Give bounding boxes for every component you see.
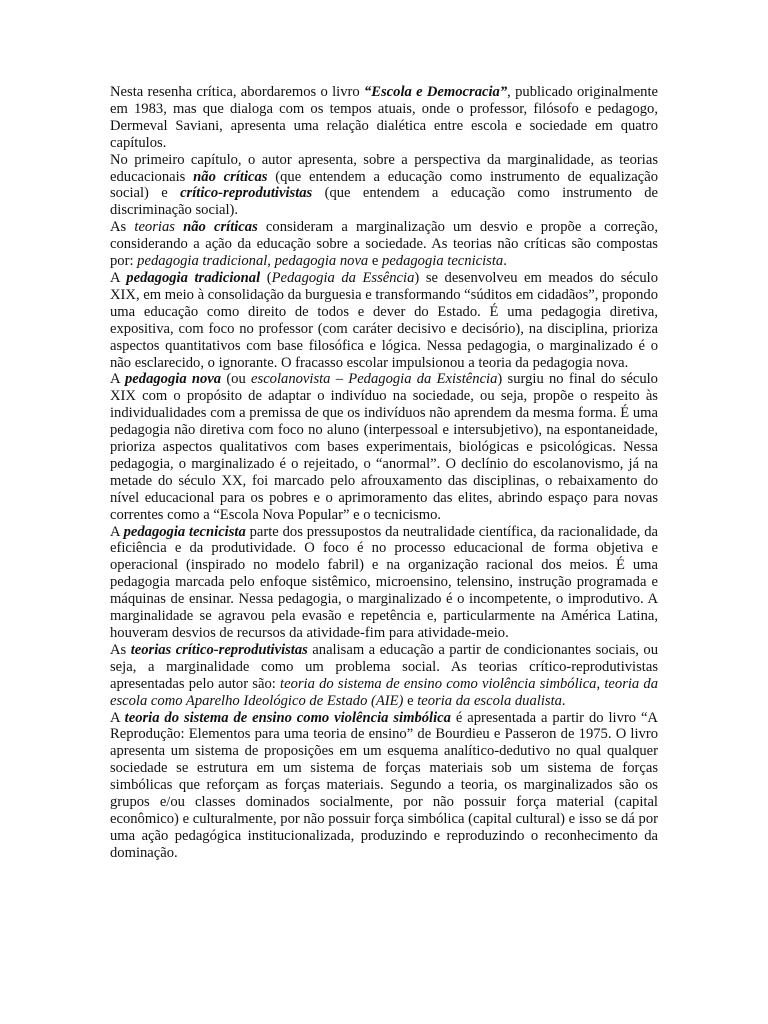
text-run: A bbox=[110, 269, 127, 286]
italic-run: pedagogia tecnicista bbox=[382, 253, 504, 270]
text-run: analisam a educação a partir de condicionantes sociais, ou seja, a marginalidade como um problema social. As teorias crítico-reprodutivistas apresentadas pelo autor são: bbox=[110, 641, 658, 692]
paragraph-first-chapter bbox=[110, 152, 658, 220]
document-page bbox=[110, 84, 658, 862]
text-run: (que entendem a educação como instrumento de equalização social) e bbox=[110, 168, 658, 202]
italic-run: Pedagogia da Essência bbox=[271, 269, 415, 286]
text-run: A bbox=[110, 709, 125, 726]
text-run: . bbox=[561, 692, 566, 709]
italic-run: pedagogia nova bbox=[274, 253, 369, 270]
italic-run: escolanovista – Pedagogia da Existência bbox=[251, 371, 498, 388]
paragraph-symbolic-violence-theory bbox=[110, 710, 658, 862]
emphasis-run: crítico-reprodutivistas bbox=[180, 185, 313, 202]
emphasis-run: “Escola e Democracia” bbox=[363, 84, 508, 100]
italic-run: teoria da escola dualista bbox=[417, 692, 562, 709]
text-run: ) surgiu no final do século XIX com o propósito de adaptar o indivíduo na sociedade, ou seja, propõe o respeito às individualidades com a premissa de que os indivíduos não aprendem da mesma forma. É uma pedagogia não diretiva com foco no aluno (interpessoal e intersubjetivo), na espontaneidade, prioriza aspectos qualitativos com bases experimentais, biológicas e psicológicas. Nessa pedagogia, o marginalizado é o rejeitado, o “anormal”. O declínio do escolanovismo, já na metade do século XX, foi marcado pelo afrouxamento das disciplinas, o rebaixamento do nível educacional para os pobres e o aprimoramento das elites, abrindo espaço para novas correntes como a “Escola Nova Popular” e o tecnicismo. bbox=[110, 371, 658, 523]
paragraph-non-critical-theories bbox=[110, 219, 658, 270]
text-run: (ou bbox=[221, 371, 252, 388]
text-run: , bbox=[267, 253, 275, 270]
text-run: parte dos pressupostos da neutralidade científica, da racionalidade, da eficiência e da produtividade. O foco é no processo educacional de forma objetiva e operacional (inspirado no modelo fabril) e na organização racional dos meios. É uma pedagogia marcada pelo enfoque sistêmico, microensino, telensino, instrução programada e máquinas de ensinar. Nessa pedagogia, o marginalizado é o incompetente, o improdutivo. A marginalidade se agravou pela evasão e repetência e, particularmente na América Latina, houveram desvios de recursos da atividade-fim para atividade-meio. bbox=[110, 523, 658, 641]
emphasis-run: pedagogia tradicional bbox=[126, 269, 261, 286]
paragraph-traditional-pedagogy bbox=[110, 270, 658, 371]
emphasis-run: teorias crítico-reprodutivistas bbox=[130, 641, 308, 658]
emphasis-run: teoria do sistema de ensino como violência simbólica bbox=[124, 709, 451, 726]
text-run: A bbox=[110, 523, 124, 540]
italic-run: teoria do sistema de ensino como violência simbólica bbox=[280, 675, 597, 692]
text-run: e bbox=[368, 253, 383, 270]
emphasis-run: pedagogia nova bbox=[125, 371, 222, 388]
paragraph-critical-reproductive-theories bbox=[110, 642, 658, 710]
text-run: , publicado originalmente em 1983, mas que dialoga com os tempos atuais, onde o professor, filósofo e pedagogo, Dermeval Saviani, apresenta uma relação dialética entre escola e sociedade em quatro capítulos. bbox=[110, 84, 658, 151]
text-run: ) se desenvolveu em meados do século XIX, em meio à consolidação da burguesia e transformando “súditos em cidadãos”, propondo uma educação como direito de todos e dever do Estado. É uma pedagogia diretiva, expositiva, com foco no professor (com caráter decisivo e decisório), na disciplina, prioriza aspectos quantitativos com base filosófica e lógica. Nessa pedagogia, o marginalizado é o não esclarecido, o ignorante. O fracasso escolar impulsionou a teoria da pedagogia nova. bbox=[110, 269, 658, 371]
italic-run: teorias bbox=[134, 219, 175, 236]
text-run: e bbox=[403, 692, 418, 709]
text-run: ( bbox=[260, 269, 272, 286]
italic-run: teoria da escola como Aparelho Ideológico de Estado (AIE) bbox=[110, 675, 659, 709]
text-run: A bbox=[110, 371, 125, 388]
text-run: (que entendem a educação como instrumento de discriminação social). bbox=[110, 185, 658, 219]
text-run: As bbox=[110, 219, 135, 236]
text-run: No primeiro capítulo, o autor apresenta, sobre a perspectiva da marginalidade, as teorias educacionais bbox=[110, 151, 658, 185]
text-run: . bbox=[503, 253, 507, 270]
emphasis-run: pedagogia tecnicista bbox=[123, 523, 246, 540]
paragraph-technicist-pedagogy bbox=[110, 524, 658, 642]
emphasis-run: não críticas bbox=[193, 168, 268, 185]
text-run: é apresentada a partir do livro “A Reprodução: Elementos para uma teoria de ensino” de Bourdieu e Passeron de 1975. O livro apresenta um sistema de proposições em um esquema analítico-dedutivo no qual qualquer sociedade se estrutura em um sistema de forças materiais sob um sistema de forças simbólicas que reforçam as forças materiais. Segundo a teoria, os marginalizados são os grupos e/ou classes dominados socialmente, por não possuir força material (capital econômico) e culturalmente, por não possuir força simbólica (capital cultural) e isso se dá por uma ação pedagógica institucionalizada, produzindo e reproduzindo o reconhecimento da dominação. bbox=[110, 709, 658, 861]
paragraph-new-pedagogy bbox=[110, 371, 658, 523]
text-run: As bbox=[110, 641, 131, 658]
italic-run: pedagogia tradicional bbox=[137, 253, 268, 270]
emphasis-run: não críticas bbox=[183, 219, 258, 236]
text-run: , bbox=[596, 675, 605, 692]
text-run: consideram a marginalização um desvio e propõe a correção, considerando a ação da educação sobre a sociedade. As teorias não críticas são compostas por: bbox=[110, 219, 658, 270]
paragraph-intro bbox=[110, 84, 658, 152]
text-run bbox=[175, 219, 183, 235]
text-run: Nesta resenha crítica, abordaremos o livro bbox=[110, 84, 364, 100]
